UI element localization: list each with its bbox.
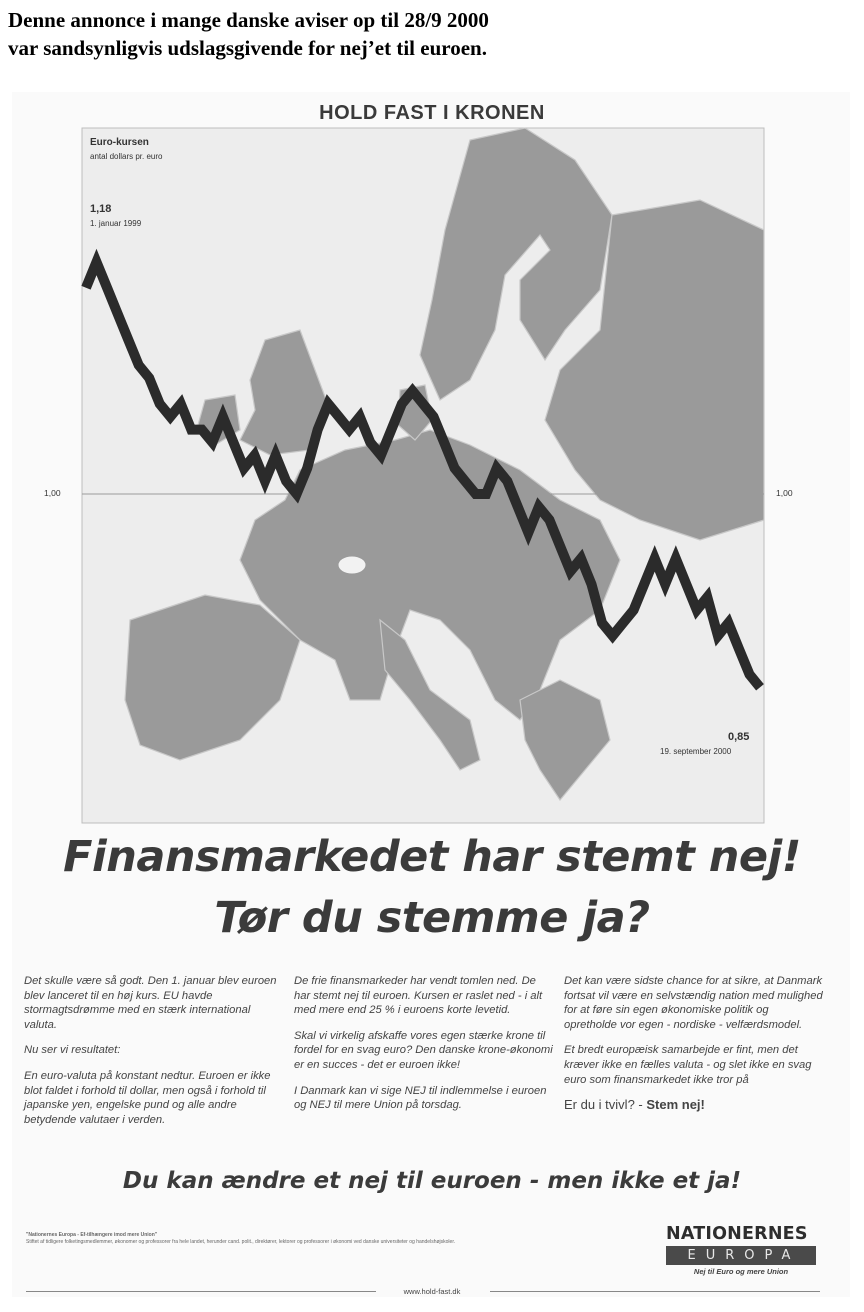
col2-paragraph-1: De frie finansmarkeder har vendt tomlen ned. De har stemt nej til euroen. Kursen er raslet ned - i alt med mere end 25 % i euroens korte levetid. [294, 975, 543, 1017]
ad-title: HOLD FAST I KRONEN [319, 102, 545, 124]
footer-fineprint-title: "Nationernes Europa - Ef-tilhængere imod mere Union" [26, 1232, 158, 1238]
footer-fineprint [26, 1232, 616, 1246]
bottom-slogan: Du kan ændre et nej til euroen - men ikke et ja! [122, 1168, 742, 1194]
text-column-2 [294, 974, 554, 1124]
logo-bar-text: EUROPA [666, 1246, 816, 1265]
cta-bold: Stem nej! [646, 1097, 705, 1113]
start-date-label: 1. januar 1999 [90, 219, 142, 228]
col2-paragraph-2: Skal vi virkelig afskaffe vores egen stærke krone til fordel for en svag euro? Den danske krone-økonomi er en succes - det er euroen ikke! [294, 1029, 553, 1071]
logo-top-text: NATIONERNES [666, 1224, 808, 1244]
chart-subtitle: antal dollars pr. euro [90, 152, 163, 161]
footer-rule-right [490, 1291, 820, 1292]
headline-2: Tør du stemme ja? [214, 893, 650, 943]
col1-paragraph-1: Det skulle være så godt. Den 1. januar blev euroen blev lanceret til en høj kurs. EU havde stormagtsdrømme med en stærk international valuta. [24, 975, 277, 1031]
col1-paragraph-3: En euro-valuta på konstant nedtur. Euroen er ikke blot faldet i forhold til dollar, men også i forhold til japanske yen, engelske pund og alle andre betydende valutaer i verden. [24, 1069, 271, 1126]
nationernes-europa-logo [666, 1224, 816, 1276]
col3-call-to-action [564, 1098, 824, 1113]
headline-1: Finansmarkedet har stemt nej! [63, 832, 801, 882]
caption-line-2: var sandsynligvis udslagsgivende for nej’et til euroen. [8, 36, 487, 60]
logo-tagline: Nej til Euro og mere Union [693, 1267, 789, 1276]
col3-paragraph-1: Det kan være sidste chance for at sikre, at Danmark fortsat vil være en selvstændig nation med mulighed for at føre sin egen økonomiske politik og opretholde vor egen - nordiske - velfærdsmodel. [564, 975, 823, 1031]
start-value-label: 1,18 [90, 203, 112, 215]
ref-label-right: 1,00 [776, 488, 793, 498]
chart-title: Euro-kursen [90, 137, 149, 148]
col2-paragraph-3: I Danmark kan vi sige NEJ til indlemmelse i euroen og NEJ til mere Union på torsdag. [294, 1084, 547, 1112]
end-date-label: 19. september 2000 [660, 747, 732, 756]
text-column-1 [24, 974, 284, 1138]
ref-label-left: 1,00 [44, 488, 61, 498]
map-switzerland [338, 556, 366, 574]
caption-line-1: Denne annonce i mange danske aviser op til 28/9 2000 [8, 8, 489, 32]
end-value-label: 0,85 [728, 731, 750, 743]
footer-fineprint-text: Stiftet af tidligere folketingsmedlemmer, økonomer og professorer fra hele landet, herunder cand. polit., direktører, lektorer og professorer i økonomi ved danske universiteter og handelshøjskoler. [26, 1239, 456, 1245]
col3-paragraph-2: Et bredt europæisk samarbejde er fint, men det kræver ikke en fælles valuta - og slet ikke en svag euro som finansmarkedet ikke tror på [564, 1044, 812, 1086]
text-column-3 [564, 974, 824, 1124]
col1-paragraph-2: Nu ser vi resultatet: [24, 1044, 121, 1057]
cta-prefix: Er du i tvivl? - [564, 1097, 647, 1113]
footer-url: www.hold-fast.dk [403, 1287, 461, 1296]
